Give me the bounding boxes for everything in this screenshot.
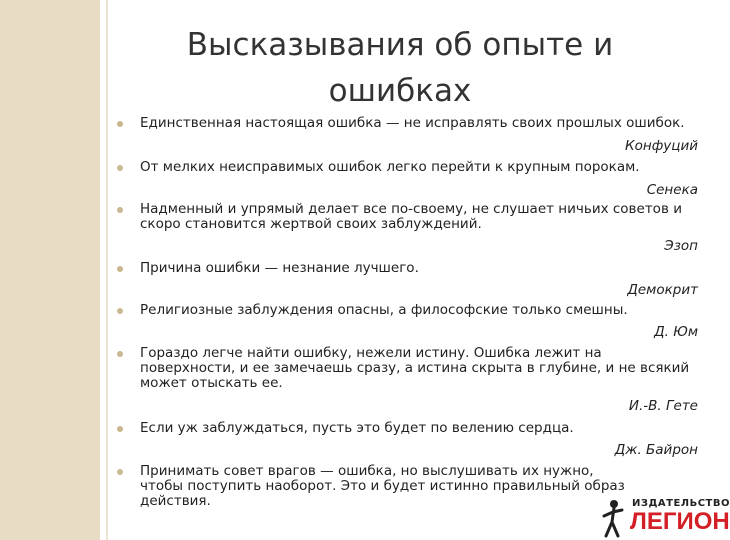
quote-author: Д. Юм — [654, 324, 698, 340]
quote-text: От мелких неисправимых ошибок легко перейти к крупным порокам. — [140, 159, 640, 175]
legion-figure-icon — [598, 498, 628, 538]
list-item — [140, 160, 700, 175]
bullet-icon — [117, 266, 123, 272]
bullet-icon — [117, 426, 123, 432]
list-item — [140, 261, 700, 276]
quote-text: Если уж заблуждаться, пусть это будет по велению сердца. — [140, 420, 574, 436]
bullet-icon — [117, 207, 123, 213]
list-item — [140, 202, 700, 232]
list-item — [140, 346, 700, 391]
bullet-icon — [117, 351, 123, 357]
bullet-icon — [117, 165, 123, 171]
bullet-icon — [117, 469, 123, 475]
sidebar-strip — [0, 0, 100, 540]
quote-text: Принимать совет врагов — ошибка, но выслушивать их нужно, чтобы поступить наоборот. Это и будет истинно правильный образ действия. — [140, 463, 625, 509]
quote-author: Сенека — [646, 182, 698, 198]
publisher-logo — [598, 498, 730, 538]
list-item — [140, 303, 700, 318]
quote-author: Конфуций — [625, 138, 698, 154]
quote-text: Единственная настоящая ошибка — не исправлять своих прошлых ошибок. — [140, 115, 685, 131]
quote-author: Демокрит — [627, 282, 698, 298]
quote-author: Дж. Байрон — [614, 442, 698, 458]
bullet-icon — [117, 308, 123, 314]
bullet-icon — [117, 121, 123, 127]
quote-author: Эзоп — [664, 238, 698, 254]
quote-text: Причина ошибки — незнание лучшего. — [140, 260, 419, 276]
logo-brand-name: ЛЕГИОН — [630, 508, 730, 535]
list-item — [140, 116, 700, 131]
sidebar-divider — [106, 0, 108, 540]
list-item — [140, 421, 700, 436]
quote-text: Надменный и упрямый делает все по-своему, не слушает ничьих советов и скоро становится жертвой своих заблуждений. — [140, 201, 682, 232]
page-title: Высказывания об опыте и ошибках — [186, 27, 614, 109]
quote-author: И.-В. Гете — [628, 398, 698, 414]
quote-text: Религиозные заблуждения опасны, а философские только смешны. — [140, 302, 628, 318]
logo-publisher-label: ИЗДАТЕЛЬСТВО — [632, 498, 730, 509]
quote-text: Гораздо легче найти ошибку, нежели истину. Ошибка лежит на поверхности, и ее замечаешь сразу, а истина скрыта в глубине, и не всякий может отыскать ее. — [140, 345, 690, 391]
list-item — [140, 464, 640, 509]
